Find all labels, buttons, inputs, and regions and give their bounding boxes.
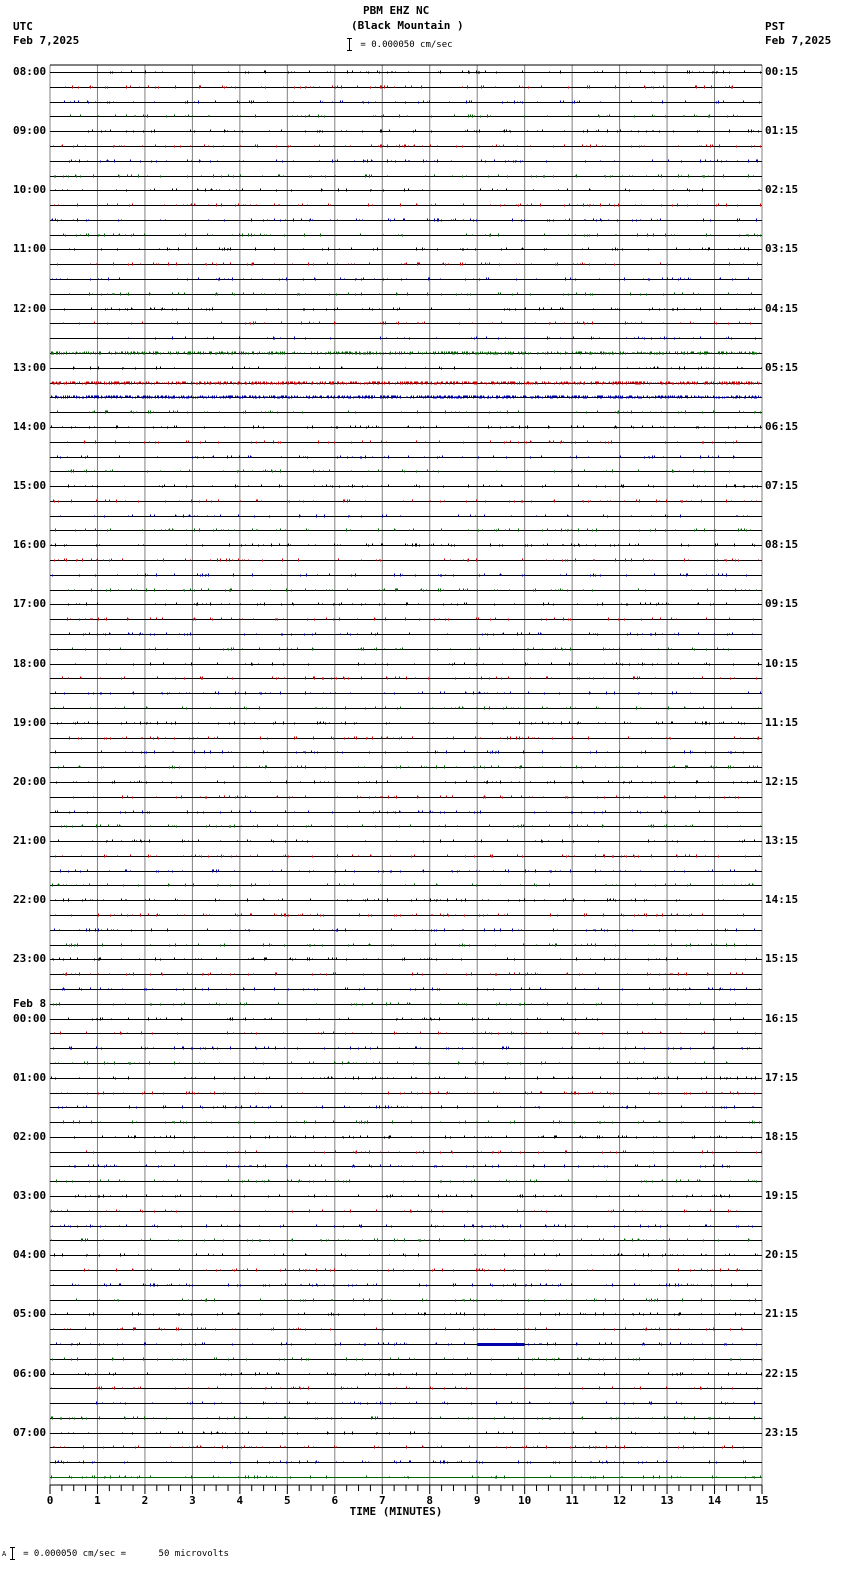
utc-hour-label: 20:00 xyxy=(13,775,47,788)
utc-hour-label: 03:00 xyxy=(13,1189,47,1202)
svg-text:2: 2 xyxy=(141,1494,149,1508)
header-scale-text: = 0.000050 cm/sec xyxy=(360,40,453,50)
utc-hour-label: 08:00 xyxy=(13,65,47,78)
utc-hour-label: 11:00 xyxy=(13,242,47,255)
pst-hour-label: 03:15 xyxy=(765,242,799,255)
svg-text:5: 5 xyxy=(284,1494,291,1508)
utc-hour-label: 17:00 xyxy=(13,597,47,610)
svg-text:10: 10 xyxy=(518,1494,532,1508)
svg-text:0: 0 xyxy=(46,1494,54,1508)
utc-hour-label: 06:00 xyxy=(13,1367,47,1380)
svg-text:9: 9 xyxy=(473,1494,481,1508)
footer-scale xyxy=(2,1547,229,1560)
svg-text:1: 1 xyxy=(94,1494,101,1508)
pst-hour-label: 14:15 xyxy=(765,893,799,906)
svg-text:14: 14 xyxy=(707,1494,722,1508)
svg-text:8: 8 xyxy=(426,1494,434,1508)
utc-hour-label: 12:00 xyxy=(13,302,47,315)
svg-text:13: 13 xyxy=(660,1494,674,1508)
pst-hour-label: 15:15 xyxy=(765,952,799,965)
pst-hour-label: 17:15 xyxy=(765,1071,799,1084)
pst-hour-label: 00:15 xyxy=(765,65,799,78)
svg-text:11: 11 xyxy=(565,1494,579,1508)
pst-hour-label: 23:15 xyxy=(765,1426,799,1439)
pst-hour-label: 04:15 xyxy=(765,302,799,315)
day-change-label: Feb 8 xyxy=(13,997,47,1010)
utc-hour-label: 13:00 xyxy=(13,361,47,374)
utc-hour-label: 01:00 xyxy=(13,1071,47,1084)
pst-hour-label: 19:15 xyxy=(765,1189,799,1202)
pst-hour-label: 07:15 xyxy=(765,479,799,492)
utc-hour-label: 23:00 xyxy=(13,952,47,965)
utc-hour-label: 21:00 xyxy=(13,834,47,847)
pst-hour-label: 01:15 xyxy=(765,124,799,137)
footer-scale-bar-icon xyxy=(12,1547,18,1560)
pst-hour-label: 18:15 xyxy=(765,1130,799,1143)
footer-prefix: A xyxy=(2,1550,7,1558)
svg-text:7: 7 xyxy=(378,1494,386,1508)
utc-label: UTC xyxy=(13,20,33,33)
pst-label: PST xyxy=(765,20,785,33)
pst-hour-label: 22:15 xyxy=(765,1367,799,1380)
pst-hour-label: 13:15 xyxy=(765,834,799,847)
pst-hour-label: 12:15 xyxy=(765,775,799,788)
pst-hour-label: 20:15 xyxy=(765,1248,799,1261)
utc-hour-label: 14:00 xyxy=(13,420,47,433)
pst-hour-label: 08:15 xyxy=(765,538,799,551)
utc-hour-label: 04:00 xyxy=(13,1248,47,1261)
utc-hour-label: 19:00 xyxy=(13,716,47,729)
pst-hour-label: 10:15 xyxy=(765,657,799,670)
svg-text:3: 3 xyxy=(189,1494,196,1508)
utc-hour-label: 00:00 xyxy=(13,1012,47,1025)
svg-text:6: 6 xyxy=(331,1494,339,1508)
utc-hour-label: 10:00 xyxy=(13,183,47,196)
utc-hour-label: 18:00 xyxy=(13,657,47,670)
pst-hour-label: 21:15 xyxy=(765,1307,799,1320)
svg-text:15: 15 xyxy=(755,1494,769,1508)
pst-hour-label: 05:15 xyxy=(765,361,799,374)
utc-hour-label: 02:00 xyxy=(13,1130,47,1143)
utc-date: Feb 7,2025 xyxy=(13,34,80,47)
utc-hour-label: 07:00 xyxy=(13,1426,47,1439)
svg-text:12: 12 xyxy=(612,1494,627,1508)
pst-date: Feb 7,2025 xyxy=(765,34,832,47)
station-title: PBM EHZ NC xyxy=(363,4,430,17)
footer-scale-text: = 0.000050 cm/sec = 50 microvolts xyxy=(23,1549,229,1559)
utc-hour-label: 09:00 xyxy=(13,124,47,137)
pst-hour-label: 09:15 xyxy=(765,597,799,610)
utc-hour-label: 15:00 xyxy=(13,479,47,492)
utc-hour-label: 05:00 xyxy=(13,1307,47,1320)
svg-text:TIME (MINUTES): TIME (MINUTES) xyxy=(349,1505,443,1519)
station-location: (Black Mountain ) xyxy=(351,19,464,32)
utc-hour-label: 16:00 xyxy=(13,538,47,551)
pst-hour-label: 11:15 xyxy=(765,716,799,729)
utc-hour-label: 22:00 xyxy=(13,893,47,906)
pst-hour-label: 02:15 xyxy=(765,183,799,196)
pst-hour-label: 16:15 xyxy=(765,1012,799,1025)
pst-hour-label: 06:15 xyxy=(765,420,799,433)
svg-text:4: 4 xyxy=(236,1494,244,1508)
